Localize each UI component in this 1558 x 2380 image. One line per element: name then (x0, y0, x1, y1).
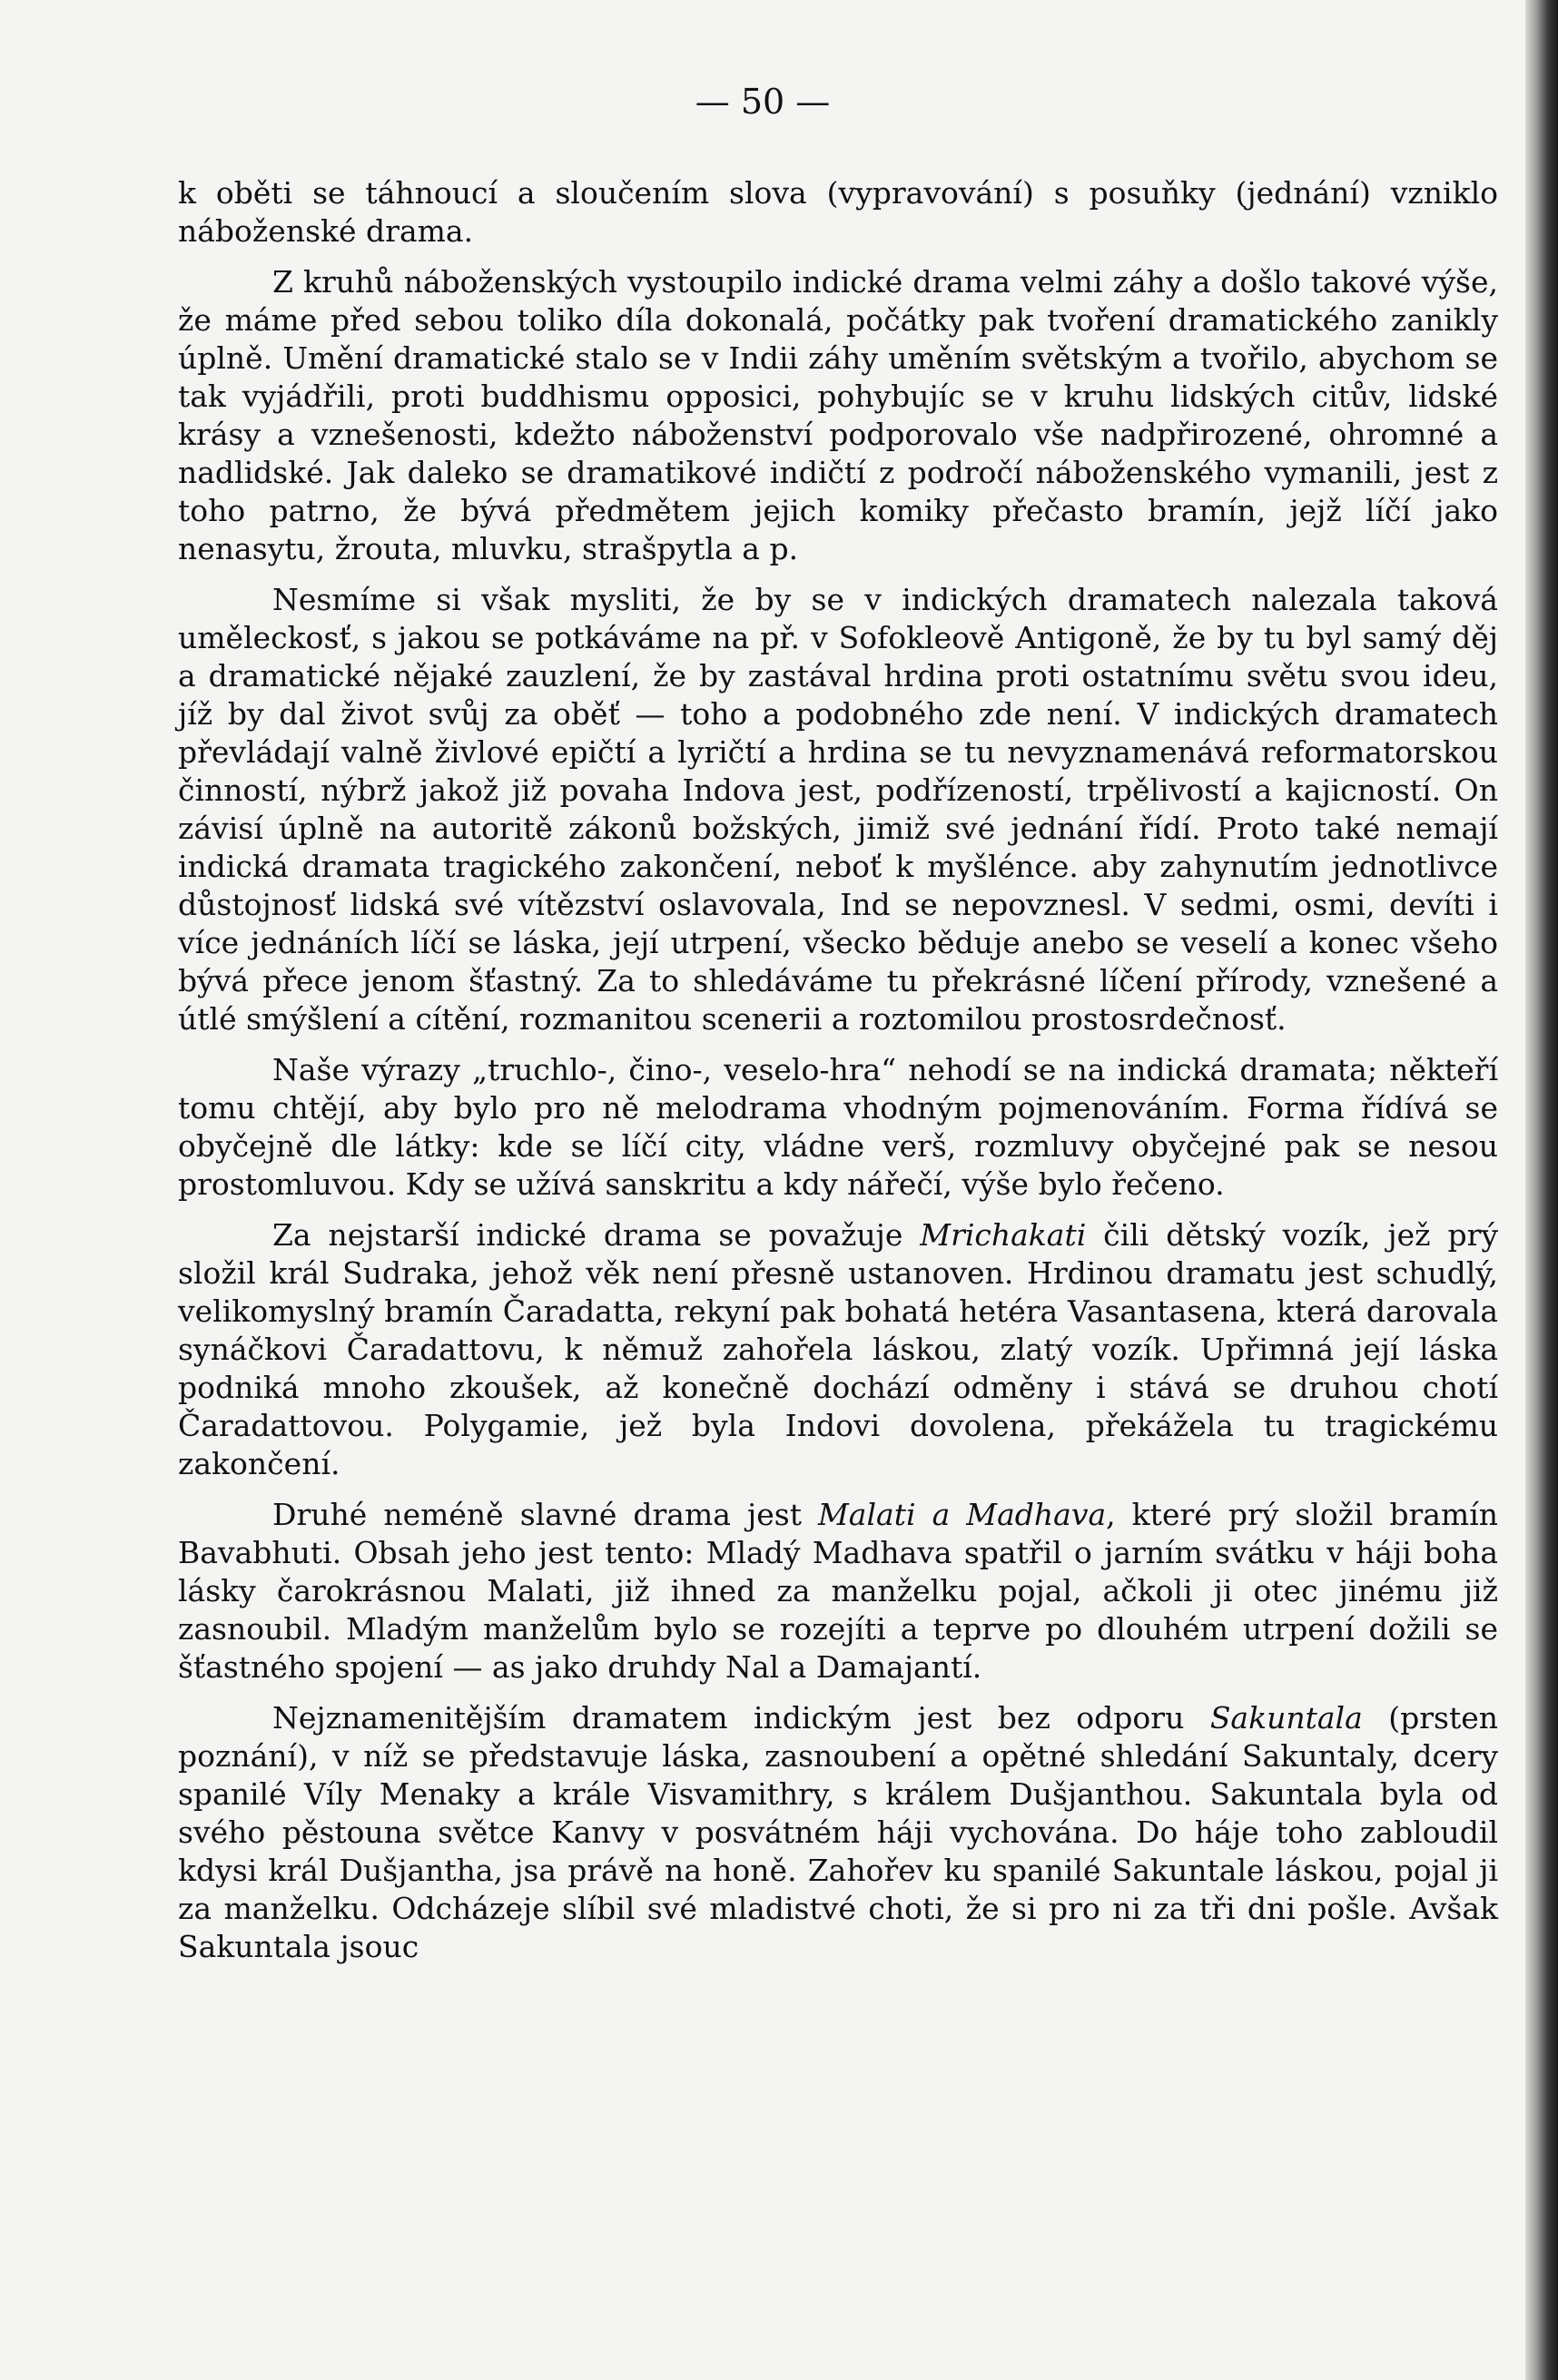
paragraph (178, 1051, 1498, 1204)
text-segment: Naše výrazy „truchlo-, čino-, veselo-hra“ nehodí se na indická dramata; někteří tomu chtějí, aby bylo pro ně melodrama vhodným pojmenováním. Forma řídívá se obyčejně dle látky: kde se líčí city, vládne verš, rozmluvy obyčejné pak se nesou prostomluvou. Kdy se užívá sanskritu a kdy nářečí, výše bylo řečeno. (178, 1052, 1498, 1202)
book-spine-shadow (1525, 0, 1558, 2380)
paragraph (178, 581, 1498, 1038)
work-title: Sakuntala (1209, 1700, 1363, 1736)
text-segment: k oběti se táhnoucí a sloučením slova (vypravování) s posuňky (jednání) vzniklo náboženské drama. (178, 175, 1498, 249)
paragraph (178, 174, 1498, 251)
text-segment: , které prý složil bramín Bavabhuti. Obsah jeho jest tento: Mladý Madhava spatřil o jarním svátku v háji boha lásky čarokrásnou Malati, již ihned za manželku pojal, ačkoli ji otec jinému již zasnoubil. Mladým manželům bylo se rozejíti a teprve po dlouhém utrpení dožili se šťastného spojení — as jako druhdy Nal a Damajantí. (178, 1497, 1498, 1685)
paragraph (178, 263, 1498, 568)
text-segment: Nejznamenitějším dramatem indickým jest bez odporu (272, 1700, 1210, 1736)
text-segment: Z kruhů náboženských vystoupilo indické drama velmi záhy a došlo takové výše, že máme před sebou toliko díla dokonalá, počátky pak tvoření dramatického zanikly úplně. Umění dramatické stalo se v Indii záhy uměním světským a tvořilo, abychom se tak vyjádřili, proti buddhismu opposici, pohybujíc se v kruhu lidských citův, lidské krásy a vznešenosti, kdežto náboženství podporovalo vše nadpřirozené, ohromné a nadlidské. Jak daleko se dramatikové indičtí z področí náboženského vymanili, jest z toho patrno, že bývá předmětem jejich komiky přečasto bramín, jejž líčí jako nenasytu, žrouta, mluvku, strašpytla a p. (178, 264, 1498, 566)
text-segment: Nesmíme si však mysliti, že by se v indických dramatech nalezala taková uměleckosť, s jakou se potkáváme na př. v Sofokleově Antigoně, že by tu byl samý děj a dramatické nějaké zauzlení, že by zastával hrdina proti ostatnímu světu svou ideu, jíž by dal život svůj za oběť — toho a podobného zde není. V indických dramatech převládají valně živlové epičtí a lyričtí a hrdina se tu nevyznamenává reformatorskou činností, nýbrž jakož již povaha Indova jest, podřízeností, trpělivostí a kajicností. On závisí úplně na autoritě zákonů božských, jimiž své jednání řídí. Proto také nemají indická dramata tragického zakončení, neboť k myšlénce. aby zahynutím jednotlivce důstojnosť lidská své vítězství oslavovala, Ind se nepovznesl. V sedmi, osmi, devíti i více jednáních líčí se láska, její utrpení, všecko běduje anebo se veselí a konec všeho bývá přece jenom šťastný. Za to shledáváme tu překrásné líčení přírody, vznešené a útlé smýšlení a cítění, rozmanitou scenerii a roztomilou prostosrdečnosť. (178, 582, 1498, 1037)
work-title: Mrichakati (920, 1217, 1087, 1253)
text-segment: čili dětský vozík, jež prý složil král Sudraka, jehož věk není přesně ustanoven. Hrdinou dramatu jest schudlý, velikomyslný bramín Čaradatta, rekyní pak bohatá hetéra Vasantasena, která darovala synáčkovi Čaradattovu, k němuž zahořela láskou, zlatý vozík. Upřimná její láska podniká mnoho zkoušek, až konečně dochází odměny i stává se druhou chotí Čaradattovou. Polygamie, jež byla Indovi dovolena, překážela tu tragickému zakončení. (178, 1217, 1498, 1481)
text-segment: Druhé neméně slavné drama jest (272, 1497, 819, 1532)
paragraph (178, 1216, 1498, 1483)
text-segment: Za nejstarší indické drama se považuje (272, 1217, 921, 1253)
body-text (178, 174, 1498, 1979)
paragraph (178, 1496, 1498, 1687)
work-title: Malati a Madhava (818, 1497, 1107, 1532)
paragraph (178, 1699, 1498, 1966)
page-number: — 50 — (695, 82, 831, 122)
text-segment: (prsten poznání), v níž se představuje láska, zasnoubení a opětné shledání Sakuntaly, dcery spanilé Víly Menaky a krále Visvamithry, s králem Dušjanthou. Sakuntala byla od svého pěstouna světce Kanvy v posvátném háji vychována. Do háje toho zabloudil kdysi král Dušjantha, jsa právě na honě. Zahořev ku spanilé Sakuntale láskou, pojal ji za manželku. Odcházeje slíbil své mladistvé choti, že si pro ni za tři dni pošle. Avšak Sakuntala jsouc (178, 1700, 1498, 1964)
